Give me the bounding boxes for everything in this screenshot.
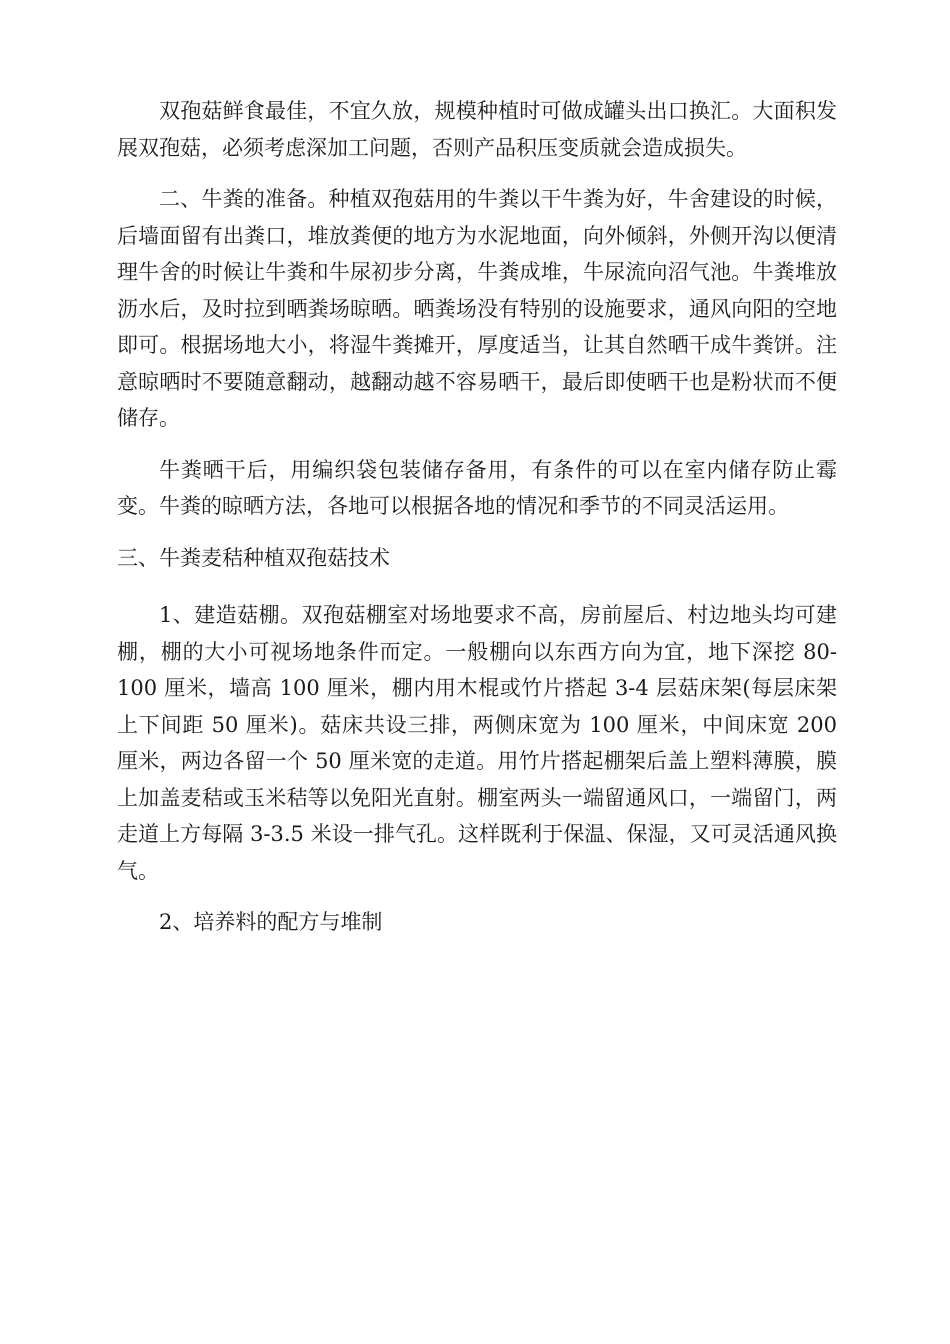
- text-line: 宽 200 厘米，两边各留一个 50 厘米宽的走道。用竹片搭起棚架后盖上塑: [117, 712, 837, 773]
- text-line: 料薄膜，膜上加盖麦秸或玉米秸等以免阳光直射。棚室两头一端留通风口，: [117, 749, 837, 810]
- section-heading: [117, 540, 837, 577]
- paragraph-dung-storage: [117, 452, 837, 525]
- text-line: 1、建造菇棚。双孢菇棚室对场地要求不高，房前屋后、村边地头均: [159, 603, 795, 627]
- text-line: 积发展双孢菇，必须考虑深加工问题，否则产品积压变质就会造成损失。: [117, 99, 838, 160]
- text-line: 然晒干成牛粪饼。注意晾晒时不要随意翻动，越翻动越不容易晒干，最后: [117, 333, 838, 394]
- paragraph-compost-formula: [117, 904, 837, 941]
- text-line: 双孢菇鲜食最佳，不宜久放，规模种植时可做成罐头出口换汇。大面: [159, 99, 795, 123]
- text-line: 牛粪晒干后，用编织袋包装储存备用，有条件的可以在室内储存防止: [159, 457, 816, 482]
- text-line: 霉变。牛粪的晾晒方法，各地可以根据各地的情况和季节的不同灵活运用。: [117, 457, 837, 518]
- text-line: 可建棚，棚的大小可视场地条件而定。一般棚向以东西方向为宜，地下深: [117, 603, 838, 664]
- paragraph-cow-dung-preparation: [117, 181, 837, 437]
- text-line: 二、牛粪的准备。种植双孢菇用的牛粪以干牛粪为好，牛舍建设的时: [159, 187, 795, 211]
- text-line: 层床架上下间距 50 厘米)。菇床共设三排，两侧床宽为 100 厘米，中间床: [117, 676, 838, 737]
- heading-text: 三、牛粪麦秸种植双孢菇技术: [117, 545, 390, 570]
- text-line: 池。牛粪堆放沥水后，及时拉到晒粪场晾晒。晒粪场没有特别的设施要求，: [117, 260, 838, 321]
- text-line: 候，后墙面留有出粪口，堆放粪便的地方为水泥地面，向外倾斜，外侧开: [117, 187, 838, 248]
- paragraph-fresh-use: [117, 93, 837, 166]
- text-line: 又可灵活通风换气。: [117, 822, 838, 883]
- text-line: 挖 80-100 厘米，墙高 100 厘米，棚内用木棍或竹片搭起 3-4 层菇床架(每: [117, 639, 837, 700]
- text-line: 2、培养料的配方与堆制: [159, 910, 383, 934]
- paragraph-build-shed: [117, 597, 837, 889]
- text-line: 沟以便清理牛舍的时候让牛粪和牛尿初步分离，牛粪成堆，牛尿流向沼气: [117, 223, 837, 284]
- text-line: 即使晒干也是粉状而不便储存。: [117, 369, 838, 430]
- text-line: 一端留门，两走道上方每隔 3-3.5 米设一排气孔。这样既利于保温、保湿，: [117, 785, 838, 846]
- text-line: 通风向阳的空地即可。根据场地大小，将湿牛粪摊开，厚度适当，让其自: [117, 296, 838, 357]
- document-body: [117, 93, 837, 956]
